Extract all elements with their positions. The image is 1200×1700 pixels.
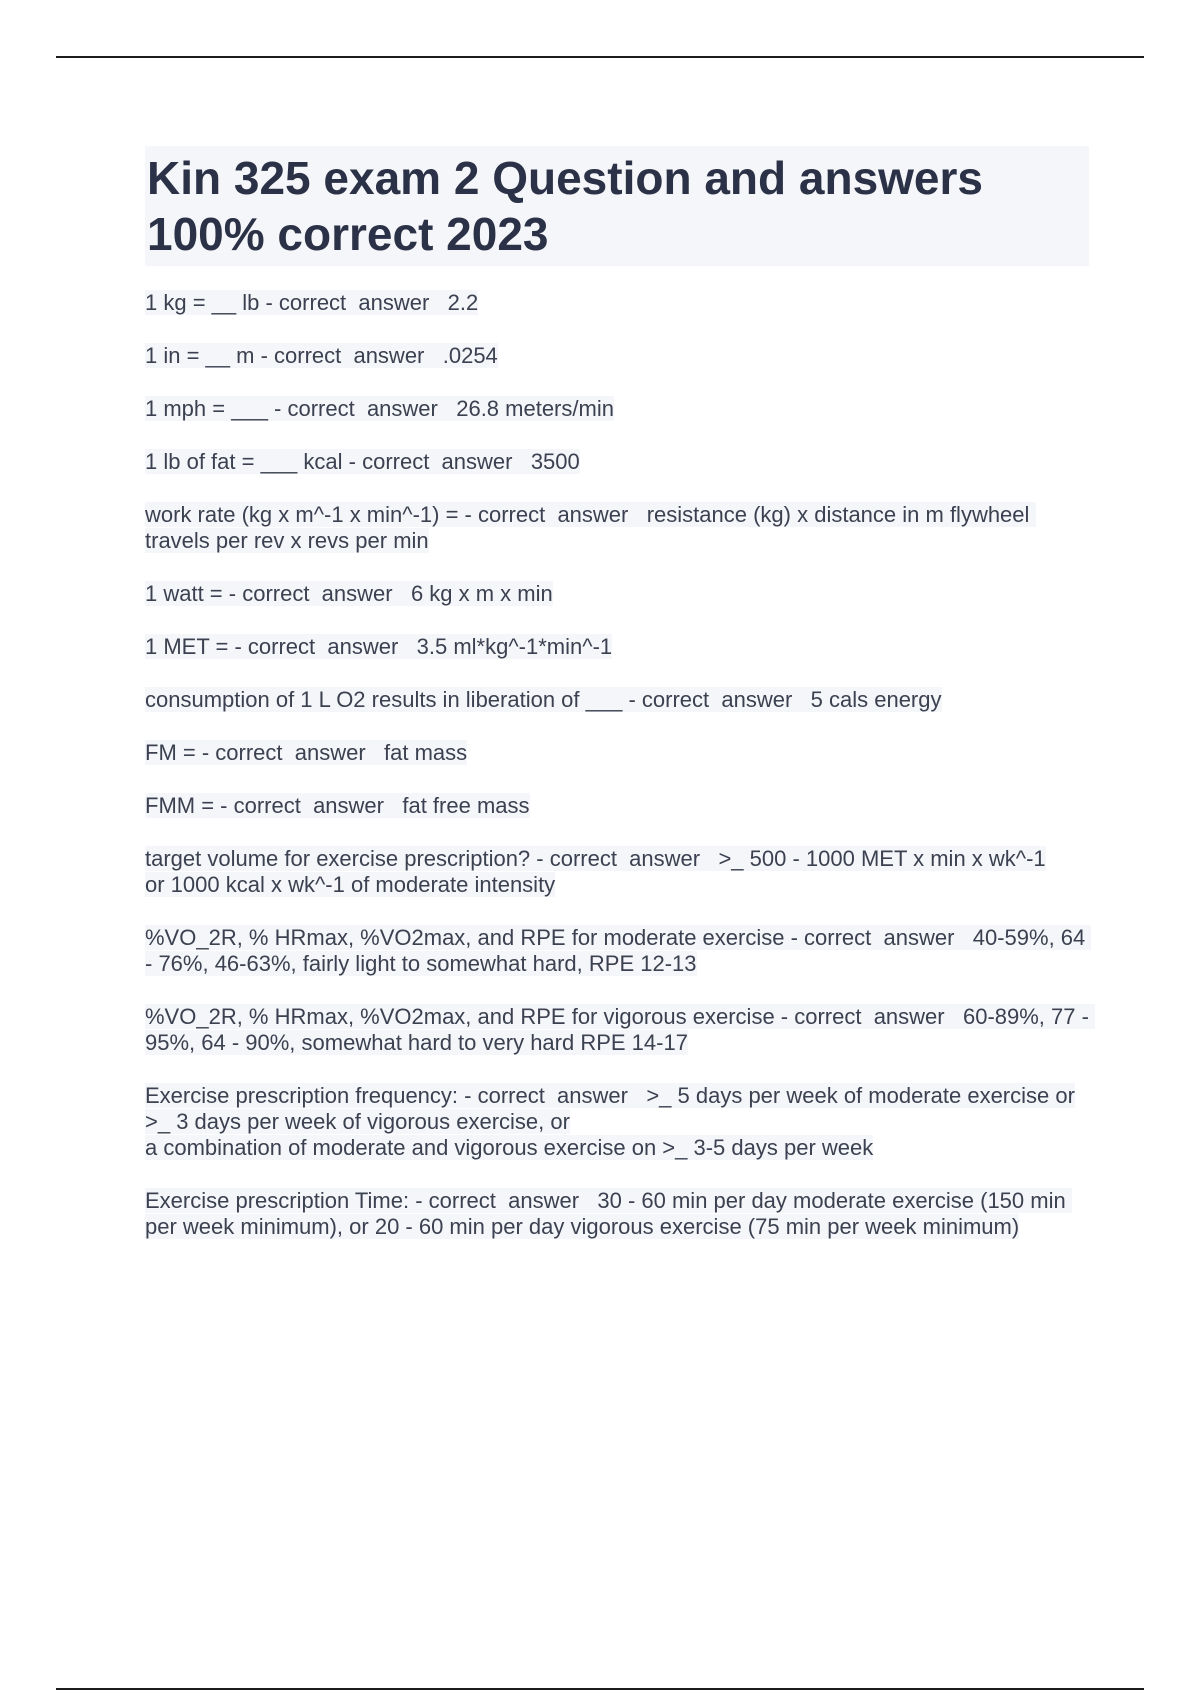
qa-line xyxy=(145,846,1046,871)
qa-line xyxy=(145,687,942,712)
answer-separator: - correct answer xyxy=(458,502,647,527)
qa-line xyxy=(145,634,612,659)
qa-list xyxy=(145,290,1096,1240)
list-item xyxy=(145,793,1089,819)
list-item xyxy=(145,1188,1089,1240)
question-text: %VO_2R, % HRmax, %VO2max, and RPE for vigorous exercise xyxy=(145,1004,775,1029)
answer-text: 2.2 xyxy=(447,290,479,315)
qa-line xyxy=(145,793,530,818)
answer-separator: - correct answer xyxy=(342,449,531,474)
question-text: %VO_2R, % HRmax, %VO2max, and RPE for moderate exercise xyxy=(145,925,785,950)
question-text: work rate (kg x m^-1 x min^-1) = xyxy=(145,502,459,527)
top-rule xyxy=(56,56,1144,58)
list-item xyxy=(145,687,1089,713)
list-item xyxy=(145,449,1089,475)
qa-line xyxy=(145,1083,1075,1108)
list-item xyxy=(145,740,1089,766)
list-item xyxy=(145,581,1089,607)
question-text: 1 MET = xyxy=(145,634,229,659)
list-item xyxy=(145,502,1089,554)
answer-separator: - correct answer xyxy=(530,846,719,871)
title-line-1: Kin 325 exam 2 Question and answers xyxy=(147,152,983,204)
answer-text: >_ 500 - 1000 MET x min x wk^-1 xyxy=(718,846,1046,871)
question-text: FM = xyxy=(145,740,196,765)
qa-line xyxy=(145,290,478,315)
answer-separator: - correct answer xyxy=(409,1188,598,1213)
qa-line xyxy=(145,1004,1095,1055)
title-line-2: 100% correct 2023 xyxy=(147,208,549,260)
list-item xyxy=(145,290,1089,316)
question-text: target volume for exercise prescription? xyxy=(145,846,531,871)
answer-text: .0254 xyxy=(442,343,498,368)
answer-separator: - correct answer xyxy=(222,581,411,606)
answer-separator: - correct answer xyxy=(214,793,403,818)
answer-separator: - correct answer xyxy=(195,740,385,765)
qa-line xyxy=(145,925,1091,976)
answer-text: 30 - 60 min per day moderate exercise (150 min per week minimum), or 20 - 60 min per day vigorous exercise (75 min per week minimum) xyxy=(145,1188,1072,1239)
answer-separator: - correct answer xyxy=(267,396,457,421)
question-text: 1 in = __ m xyxy=(145,343,255,368)
qa-line xyxy=(145,343,498,368)
question-text: FMM = xyxy=(145,793,215,818)
list-item xyxy=(145,1004,1096,1056)
answer-separator: - correct answer xyxy=(228,634,417,659)
list-item xyxy=(145,396,1089,422)
document-body xyxy=(145,146,1096,1267)
answer-text: resistance (kg) x distance in m flywheel travels per rev x revs per min xyxy=(145,502,1036,553)
question-text: 1 mph = ___ xyxy=(145,396,268,421)
bottom-rule xyxy=(56,1688,1144,1690)
qa-line xyxy=(145,1188,1072,1239)
answer-continuation-text: a combination of moderate and vigorous exercise on >_ 3-5 days per week xyxy=(145,1135,874,1160)
answer-continuation-text: >_ 3 days per week of vigorous exercise, or xyxy=(145,1109,570,1134)
answer-text: 26.8 meters/min xyxy=(456,396,614,421)
answer-separator: - correct answer xyxy=(259,290,448,315)
question-text: 1 kg = __ lb xyxy=(145,290,260,315)
answer-separator: - correct answer xyxy=(622,687,811,712)
qa-line xyxy=(145,502,1036,553)
qa-line xyxy=(145,396,614,421)
answer-text: 3500 xyxy=(530,449,580,474)
qa-line xyxy=(145,449,580,474)
list-item xyxy=(145,343,1089,369)
answer-text: 5 cals energy xyxy=(810,687,942,712)
qa-line xyxy=(145,740,467,765)
answer-text: 60-89%, 77 - 95%, 64 - 90%, somewhat hard to very hard RPE 14-17 xyxy=(145,1004,1096,1055)
answer-separator: - correct answer xyxy=(458,1083,647,1108)
list-item xyxy=(145,925,1092,977)
question-text: Exercise prescription frequency: xyxy=(145,1083,459,1108)
answer-separator: - correct answer xyxy=(254,343,443,368)
answer-text: >_ 5 days per week of moderate exercise or xyxy=(646,1083,1075,1108)
answer-text: 40-59%, 64 - 76%, 46-63%, fairly light to somewhat hard, RPE 12-13 xyxy=(145,925,1092,976)
question-text: Exercise prescription Time: xyxy=(145,1188,410,1213)
qa-line xyxy=(145,581,553,606)
list-item xyxy=(145,634,1089,660)
answer-text: fat free mass xyxy=(402,793,530,818)
question-text: 1 watt = xyxy=(145,581,223,606)
question-text: 1 lb of fat = ___ kcal xyxy=(145,449,343,474)
answer-continuation xyxy=(145,1109,1089,1135)
answer-text: 3.5 ml*kg^-1*min^-1 xyxy=(416,634,613,659)
answer-continuation xyxy=(145,1135,1089,1161)
answer-text: fat mass xyxy=(384,740,468,765)
answer-separator: - correct answer xyxy=(784,925,973,950)
answer-text: 6 kg x m x min xyxy=(410,581,553,606)
title-block xyxy=(145,146,1089,266)
answer-continuation xyxy=(145,872,1089,898)
list-item xyxy=(145,1083,1089,1161)
answer-separator: - correct answer xyxy=(774,1004,963,1029)
list-item xyxy=(145,846,1089,898)
question-text: consumption of 1 L O2 results in liberation of ___ xyxy=(145,687,623,712)
page-title xyxy=(147,150,1089,262)
answer-continuation-text: or 1000 kcal x wk^-1 of moderate intensity xyxy=(145,872,556,897)
